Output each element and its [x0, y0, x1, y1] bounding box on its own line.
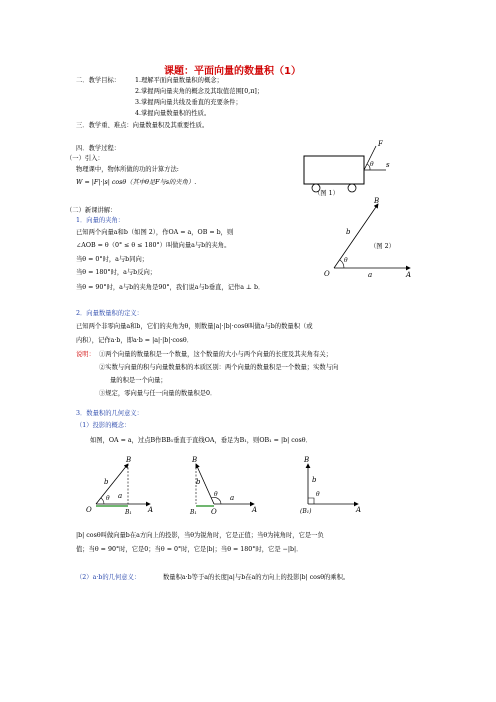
fig3c-point-a: A: [356, 506, 362, 514]
fig3c-theta: θ: [316, 491, 320, 498]
dot-product-heading: 2．向量数量积的定义：: [76, 310, 143, 317]
intro-text: 物理课中，物体所做的功的计算方法:: [76, 166, 179, 173]
dot-line-2: 内积），记作a·b，即a·b = |a|·|b|·cosθ．: [76, 337, 193, 344]
meaning-text: 数量积a·b等于a的长度|a|与b在a的方向上的投影|b| cosθ的乘积。: [163, 574, 350, 581]
note-2: ②实数与向量的积与向量数量积的本质区别：两个向量的数量积是一个数量；实数与向: [99, 364, 339, 371]
goal-4: 4.掌握向量数量积的性质。: [135, 110, 211, 117]
angle-heading: 1．向量的夹角：: [76, 217, 125, 224]
displacement-label: s: [386, 161, 390, 169]
fig3b-point-b: B: [192, 456, 198, 464]
fig3b-theta: θ: [214, 491, 218, 498]
angle-line-3: 当θ = 0°时，a与b同向；: [76, 256, 149, 263]
fig2-vector-b: b: [346, 228, 351, 236]
dot-line-1: 已知两个非零向量a和b，它们的夹角为θ，则数量|a|·|b|·cosθ叫做a与b的数量积（或: [76, 323, 313, 330]
fig3c-vector-b: b: [312, 476, 317, 484]
section-goals-heading: 二．教学目标：: [76, 77, 121, 84]
fig3c-point-ob1: (B₁): [300, 508, 312, 515]
section-key-points: 三．教学重、难点：向量数量积及其重要性质。: [76, 122, 209, 129]
note-2-continued: 量的积是一个向量；: [110, 377, 167, 384]
figure-3-projection-diagrams: [84, 450, 394, 518]
projection-heading: （1）投影的概念：: [76, 422, 131, 429]
projection-acute: [86, 456, 153, 516]
note-label: 说明：: [76, 351, 95, 358]
work-formula: W = |F|·|s| cosθ（其中θ是F与s的夹角）.: [76, 179, 197, 186]
fig3a-theta: θ: [106, 495, 110, 502]
fig3c-point-b: B: [304, 456, 310, 464]
note-1: ①两个向量的数量积是一个数量，这个数量的大小与两个向量的长度及其夹角有关；: [99, 351, 332, 358]
fig2-point-b: B: [374, 197, 380, 205]
fig3a-vector-a: a: [118, 492, 123, 500]
note-3: ③规定，零向量与任一向量的数量积是0．: [99, 390, 217, 397]
fig3b-point-b1: B₁: [190, 509, 197, 516]
fig2-theta: θ: [344, 257, 348, 264]
theta-label: θ: [370, 161, 374, 168]
fig3a-vector-b: b: [104, 478, 109, 486]
projection-desc-1: |b| cosθ叫做向量b在a方向上的投影，当θ为锐角时，它是正值；当θ为钝角时，它是一负: [76, 532, 324, 539]
angle-line-2: ∠AOB = θ（0° ≤ θ ≤ 180°）叫做向量a与b的夹角。: [76, 242, 231, 249]
figure-2-angle-diagram: [318, 194, 418, 284]
page-title: 课题：平面向量的数量积（1）: [164, 66, 301, 77]
fig3b-vector-b: b: [196, 478, 201, 486]
cart-box: [304, 156, 364, 184]
goal-1: 1.理解平面向量数量积的概念；: [135, 77, 223, 84]
geometry-heading: 3．数量积的几何意义：: [76, 410, 143, 417]
meaning-label: （2）a·b的几何意义：: [76, 574, 141, 581]
angle-line-4: 当θ = 180°时，a与b反向；: [76, 269, 157, 276]
goal-2: 2.掌握两向量夹角的概念及其取值范围[0,π]；: [135, 88, 264, 95]
figure-1-caption: （图 1）: [314, 190, 339, 197]
figure-2-caption: （图 2）: [370, 243, 395, 250]
fig3b-vector-a: a: [230, 494, 235, 502]
new-lesson-heading: （二）新课讲解：: [66, 207, 117, 214]
projection-line: 如图，OA = a，过点B作BB₁垂直于直线OA，垂足为B₁，则OB₁ = |b| cosθ．: [90, 437, 312, 444]
angle-line-1: 已知两个向量a和b（如图 2），作OA = a，OB = b，则: [76, 229, 234, 236]
projection-right-angle: [300, 456, 361, 515]
force-label: F: [378, 140, 383, 148]
fig3a-point-b1: B₁: [125, 509, 132, 516]
fig3a-point-b: B: [126, 456, 132, 464]
fig2-point-a: A: [406, 271, 412, 279]
angle-line-5: 当θ = 90°时，a与b的夹角是90°，我们说a与b垂直，记作a ⊥ b．: [76, 284, 265, 291]
section-process-heading: 四．教学过程：: [76, 145, 121, 152]
fig3b-point-o: O: [211, 508, 217, 516]
fig3b-point-a: A: [252, 506, 258, 514]
goal-3: 3.掌握两向量共线及垂直的充要条件；: [135, 99, 242, 106]
fig3a-point-a: A: [148, 506, 154, 514]
intro-heading: （一）引入：: [66, 155, 104, 162]
fig2-vector-a: a: [368, 271, 373, 279]
fig2-point-o: O: [324, 270, 330, 278]
projection-obtuse: [189, 456, 257, 516]
projection-desc-2: 值；当θ = 90°时，它是0；当θ = 0°时，它是|b|；当θ = 180°时，它是 −|b|．: [76, 546, 303, 553]
wheel-right: [348, 184, 356, 192]
vector-b-line: [334, 204, 378, 268]
fig3a-point-o: O: [86, 506, 92, 514]
figure-1-force-diagram: [290, 134, 400, 196]
